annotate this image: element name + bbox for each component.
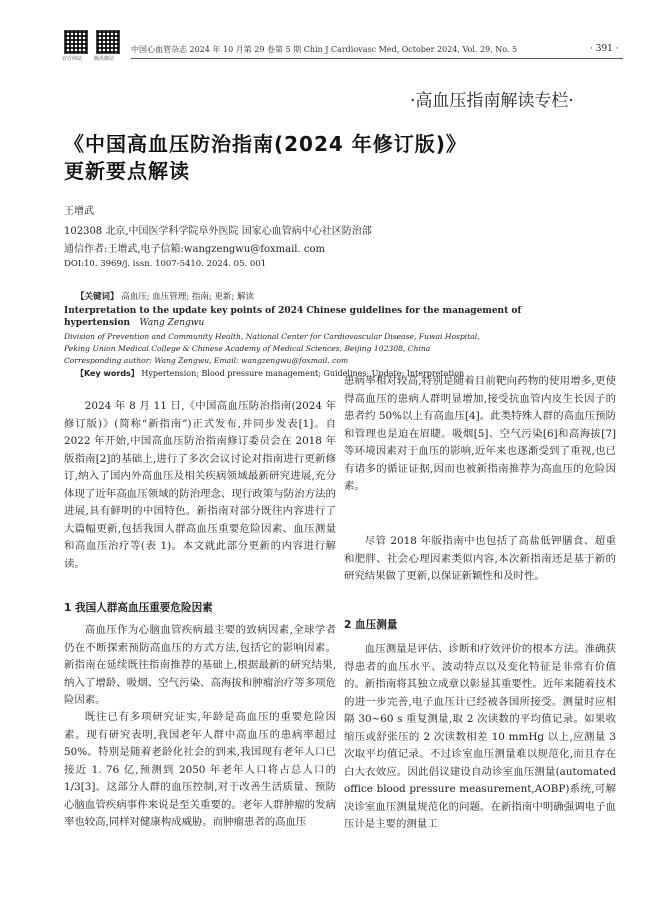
qr-code-wechat: [96, 30, 120, 54]
journal-header: 中国心血管杂志 2024 年 10 月第 29 卷第 5 期 Chin J Cardiovasc Med, October 2024, Vol. 29, No. 5: [131, 45, 518, 54]
section-heading-1: 1 我国人群高血压重要危险因素: [64, 602, 213, 614]
paragraph-intro: 2024 年 8 月 11 日,《中国高血压防治指南(2024 年修订版)》(简称“新指南”)正式发布,并同步发表[1]。自 2022 年开始,中国高血压防治指南修订委员会在 2018 年版指南[2]的基础上,进行了多次会议讨论对指南进行更新修订,纳入了国内外高血压及相关疾病领域最新研究进展,充分体现了近年高血压领域的防治理念、现行政策与防治方法的进展,具有鲜明的中国特色。新指南对部分既往内容进行了大篇幅更新,包括我国人群高血压重要危险因素、血压测量和高血压治疗等(表 1)。本文就此部分更新的内容进行解读。: [64, 400, 336, 570]
english-title: [64, 305, 574, 329]
english-author: Wang Zengwu: [139, 318, 205, 328]
affiliation: 102308 北京,中国医学科学院阜外医院 国家心血管病中心社区防治部: [64, 226, 372, 237]
keywords-cn: [76, 290, 254, 302]
correspondence: 通信作者:王增武,电子信箱:wangzengwu@foxmail. com: [64, 244, 325, 255]
qr-code-website: [64, 30, 88, 54]
english-correspondence: Corresponding author: Wang Zengwu, Email: wangzengwu@foxmail. com: [64, 356, 349, 365]
paragraph-2018-comparison: 尽管 2018 年版指南中也包括了高盐低钾膳食、超重和肥胖、社会心理因素类似内容,本次新指南还是基于新的研究结果做了更新,以保证新颖性和及时性。: [344, 535, 616, 582]
paragraph-bp-measurement: 血压测量是评估、诊断和疗效评价的根本方法。准确获得患者的血压水平、波动特点以及变化特征是非常有价值的。新指南将其独立成章以彰显其重要性。近年来随着技术的进一步完善,电子血压计已经被各国所接受。测量时应相隔 30~60 s 重复测量,取 2 次读数的平均值记录。如果收缩压或舒张压的 2 次读数相差 10 mmHg 以上,应测量 3 次取平均值记录。不过诊室血压测量难以规范化,而且存在白大衣效应。因此倡议建设自动诊室血压测量(automated office blood pressure measurement,AOBP)系统,可解决诊室血压测量规范化的问题。在新指南中明确强调电子血压计是主要的测量工: [344, 643, 616, 830]
paragraph-risk-factors: 高血压作为心脑血管疾病最主要的致病因素,全球学者仍在不断探索预防高血压的方式方法,包括它的影响因素。新指南在延续既往指南推荐的基础上,根据最新的研究结果,纳入了增龄、吸烟、空气污染、高海拔和肿瘤治疗等多项危险因素。: [64, 624, 336, 706]
english-title-text: Interpretation to the update key points of 2024 Chinese guidelines for the management of hypertension: [64, 306, 522, 328]
qr-caption-website: 官方网站: [62, 56, 83, 62]
english-affiliation-1: Division of Prevention and Community Health, National Center for Cardiovascular Disease, Fuwai Hospital,: [64, 332, 480, 341]
article-title-line1: 《中国高血压防治指南(2024 年修订版)》: [64, 132, 467, 156]
page-number: · 391 ·: [590, 44, 619, 54]
qr-caption-wechat: 腾讯微信: [94, 56, 115, 62]
column-title: ·高血压指南解读专栏·: [410, 91, 574, 111]
author: 王增武: [64, 206, 94, 217]
section-heading-2: 2 血压测量: [344, 619, 398, 631]
header-rule: [131, 58, 623, 59]
article-title-line2: 更新要点解读: [64, 159, 190, 183]
paragraph-age: 既往已有多项研究证实,年龄是高血压的重要危险因素。现有研究表明,我国老年人群中高血压的患病率超过 50%。特别是随着老龄化社会的到来,我国现有老年人口已接近 1. 76 亿,预测到 2050 年老年人口将占总人口的 1/3[3]。这部分人群的血压控制,对于改善生活质量、预防心脑血管疾病事件来说是至关重要的。老年人群肿瘤的发病率也较高,同样对健康构成威胁。而肿瘤患者的高血压: [64, 711, 336, 828]
doi: DOI:10. 3969/j. issn. 1007-5410. 2024. 05. 001: [64, 259, 267, 269]
keywords-en-text: Hypertension; Blood pressure management; Guidelines; Update; Interpretation: [141, 369, 465, 378]
paragraph-tumor: 患病率相对较高,特别是随着目前靶向药物的使用增多,更使得高血压的患病人群明显增加,接受抗血管内皮生长因子的患者约 50%以上有高血压[4]。此类特殊人群的高血压预防和管理也是迫在眉睫。吸烟[5]、空气污染[6]和高海拔[7]等环境因素对于血压的影响,近年来也逐渐受到了重视,也已有诸多的循证证据,因而也被新指南推荐为高血压的危险因素。: [344, 375, 616, 492]
keywords-en-label: 【Key words】: [76, 369, 139, 378]
keywords-cn-label: 【关键词】: [76, 292, 119, 302]
keywords-cn-text: 高血压; 血压管理; 指南; 更新; 解读: [121, 292, 254, 302]
english-affiliation-2: Peking Union Medical College & Chinese Academy of Medical Sciences, Beijing 102308, China: [64, 344, 431, 353]
